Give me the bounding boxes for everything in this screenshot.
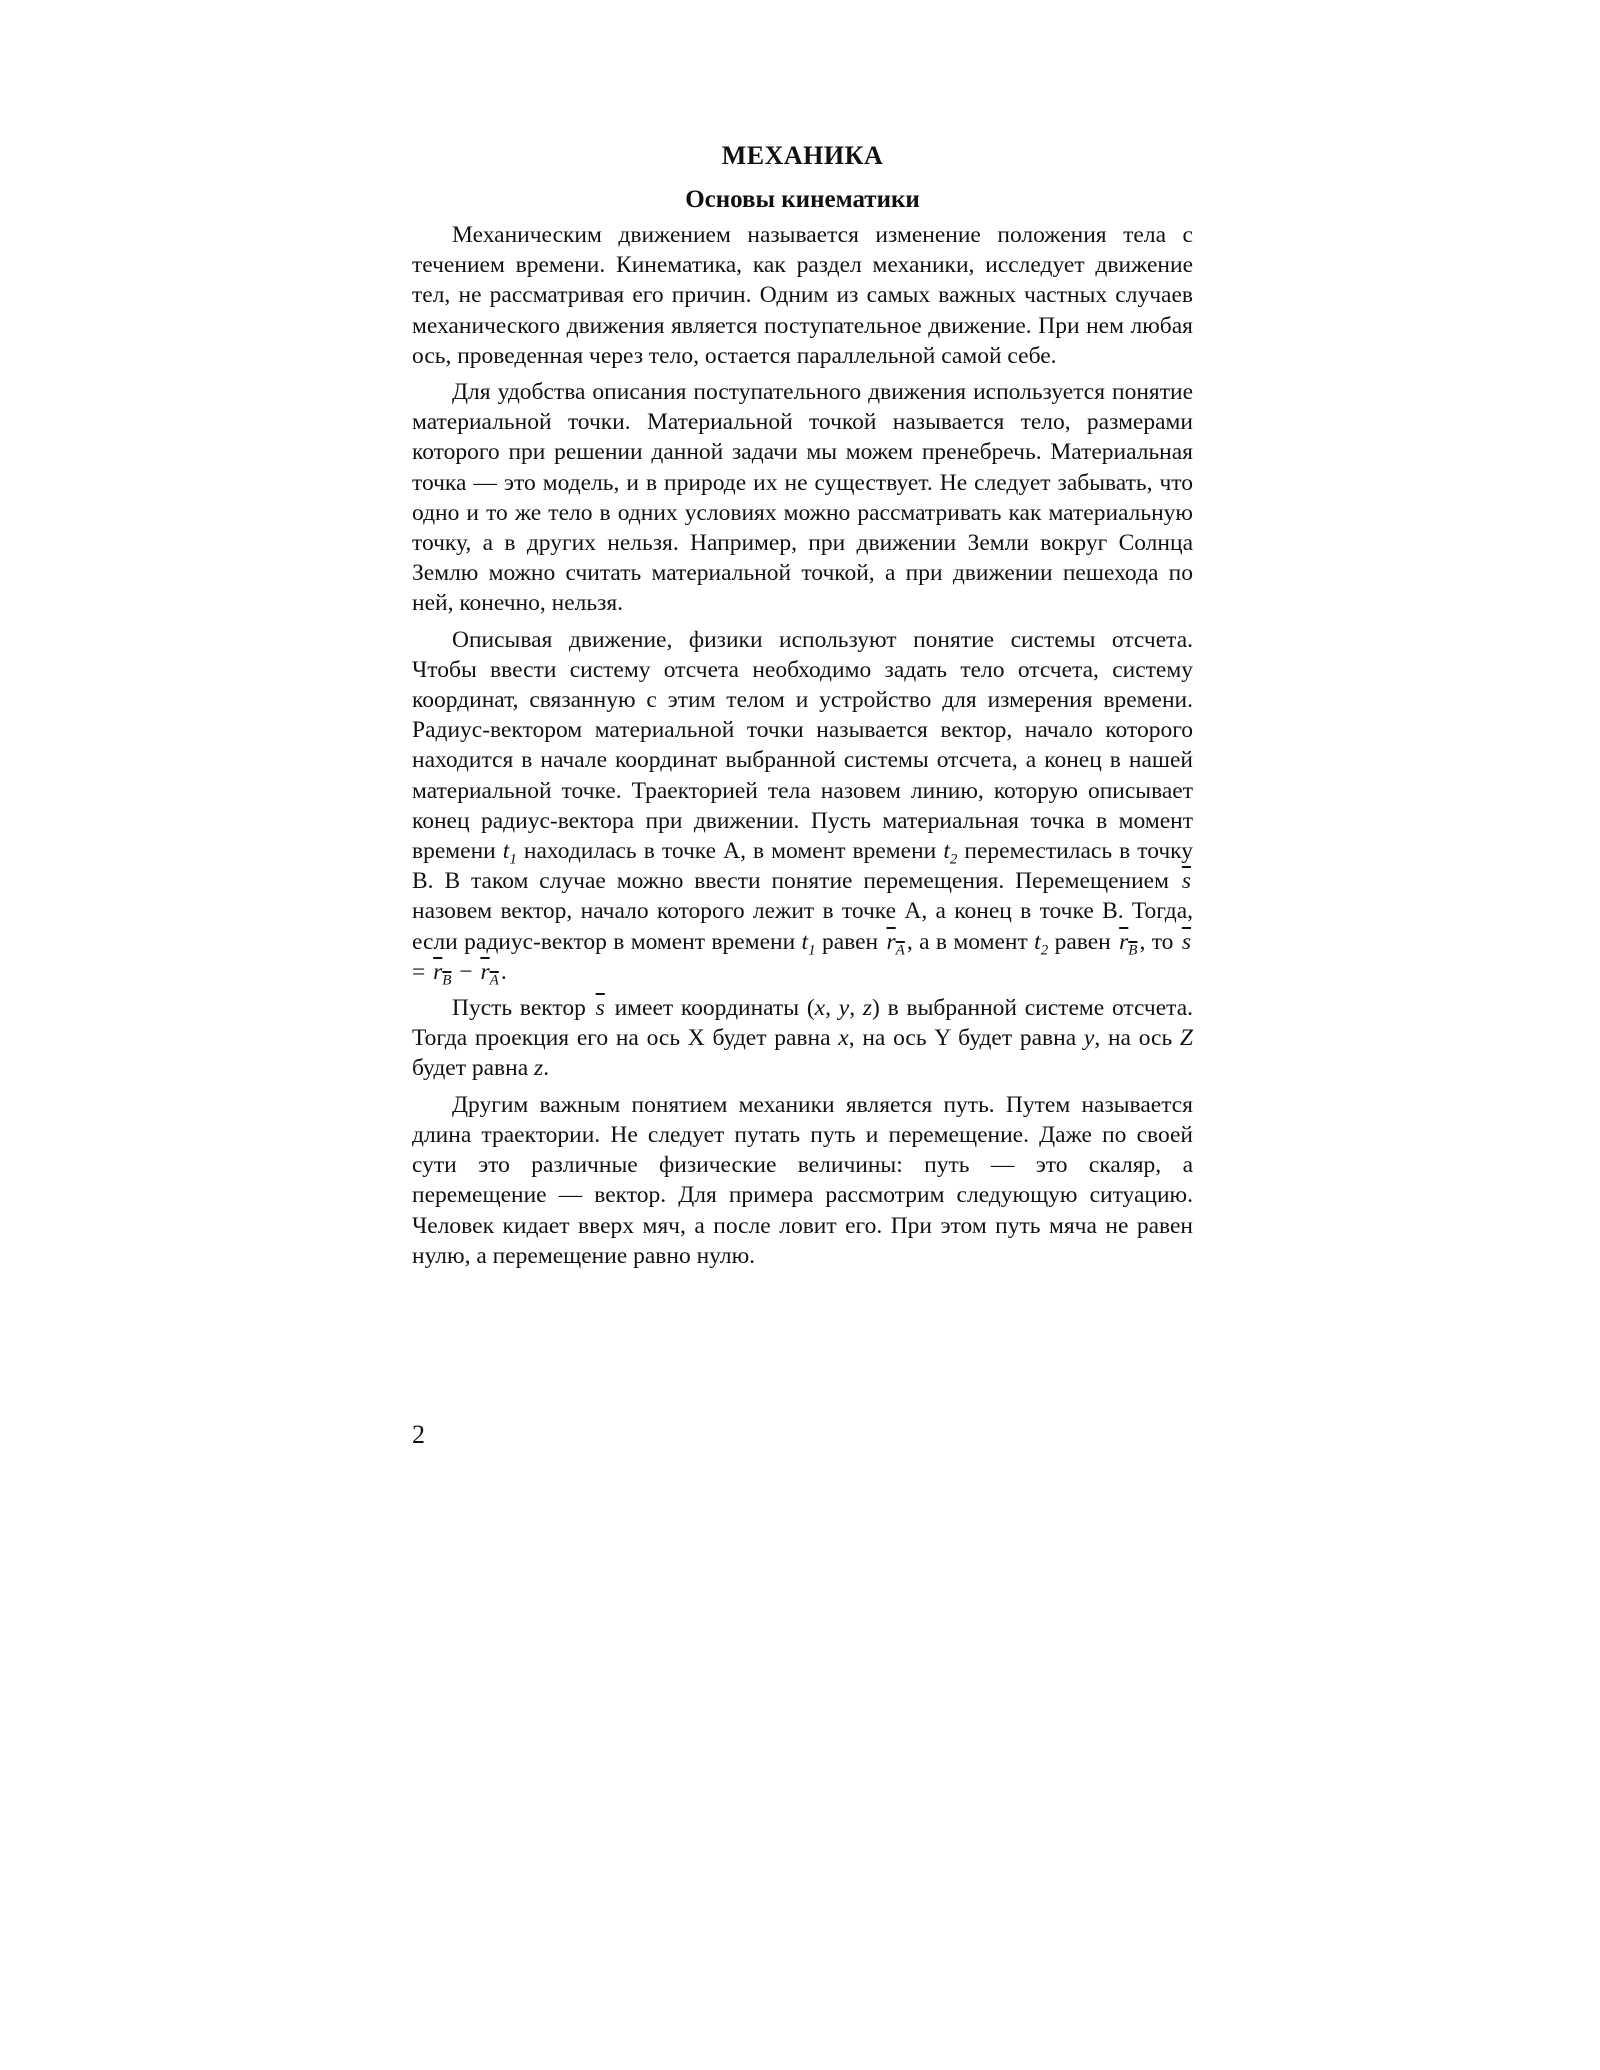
- vector-s: $\overline{s}$: [1181, 868, 1191, 895]
- vector-s: $\overline{s}$: [595, 995, 605, 1022]
- p3-text-d: назовем вектор, начало которого лежит в точке A, а конец в точке B. Тогда, если радиус-вектор в момент времени: [412, 898, 1193, 955]
- t2-symbol: $t_2$: [1034, 928, 1049, 959]
- vector-rB: $r_B$: [433, 958, 452, 989]
- page-content: [412, 140, 1193, 1277]
- p3-text-a: Описывая движение, физики используют понятие системы отсчета. Чтобы ввести систему отсчета необходимо задать тело отсчета, систему координат, связанную с этим телом и устройство для измерения времени. Радиус-вектором материальной точки называется вектор, начало которого находится в начале координат выбранной системы отсчета, а конец в нашей материальной точке. Траекторией тела назовем линию, которую описывает конец радиус-вектора при движении. Пусть материальная точка в момент времени: [412, 626, 1193, 865]
- comma: ,: [825, 995, 839, 1022]
- p4-text-c: ) в выбранной системе отсчета. Тогда проекция его на ось X будет равна: [412, 995, 1194, 1052]
- p4-text-a: Пусть вектор: [452, 995, 594, 1022]
- page-number: 2: [412, 1420, 425, 1449]
- subsection-title: Основы кинематики: [685, 186, 920, 213]
- vector-rA: $r_A$: [886, 928, 905, 959]
- p3-text-b: находилась в точке A, в момент времени: [516, 838, 944, 865]
- vector-s: $\overline{s}$: [1181, 928, 1191, 955]
- coord-z: z: [534, 1055, 544, 1082]
- paragraph-3: [412, 625, 1193, 987]
- paragraph-4: [412, 993, 1193, 1084]
- paragraph-5: Другим важным понятием механики является путь. Путем называется длина траектории. Не следует путать путь и перемещение. Даже по своей сути это различные физические величины: путь — это скаляр, а перемещение — вектор. Для примера рассмотрим следующую ситуацию. Человек кидает вверх мяч, а после ловит его. При этом путь мяча не равен нулю, а перемещение равно нулю.: [412, 1091, 1193, 1269]
- t1-symbol: $t_1$: [801, 928, 816, 959]
- p4-text-f: будет равна: [412, 1055, 535, 1082]
- paragraph-1: Механическим движением называется изменение положения тела с течением времени. Кинематика, как раздел механики, исследует движение тел, не рассматривая его причин. Одним из самых важных частных случаев механического движения является поступательное движение. При нем любая ось, проведенная через тело, остается параллельной самой себе.: [412, 222, 1193, 369]
- p3-text-h: , то: [1139, 928, 1180, 955]
- t2-symbol: $t_2$: [943, 838, 958, 868]
- t1-symbol: $t_1$: [502, 838, 517, 868]
- vector-rB: $r_B$: [1119, 928, 1138, 959]
- period: .: [500, 958, 507, 985]
- p3-text-g: равен: [1048, 928, 1118, 955]
- p3-text-e: равен: [815, 928, 885, 955]
- p4-text-b: имеет координаты (: [606, 995, 815, 1022]
- coord-y: y: [838, 995, 850, 1022]
- comma: ,: [849, 995, 863, 1022]
- p3-text-f: , а в момент: [906, 928, 1035, 955]
- section-title: МЕХАНИКА: [721, 141, 884, 170]
- axis-Z: Z: [1179, 1025, 1193, 1052]
- coord-z: z: [862, 995, 873, 1022]
- p3-text-c: переместилась в точку B. В таком случае можно ввести понятие перемещения. Перемещением: [412, 838, 1194, 895]
- coord-x: x: [814, 995, 826, 1022]
- coord-x: x: [838, 1025, 849, 1052]
- p4-text-d: , на ось Y будет равна: [848, 1025, 1084, 1052]
- vector-rA: $r_A$: [480, 958, 499, 989]
- equals-sign: =: [412, 958, 432, 985]
- paragraph-2: Для удобства описания поступательного движения используется понятие материальной точки. Материальной точкой называется тело, размерами которого при решении данной задачи мы можем пренебречь. Материальная точка — это модель, и в природе их не существует. Не следует забывать, что одно и то же тело в одних условиях можно рассматривать как материальную точку, а в других нельзя. Например, при движении Земли вокруг Солнца Землю можно считать материальной точкой, а при движении пешехода по ней, конечно, нельзя.: [412, 379, 1193, 617]
- p4-text-e: , на ось: [1094, 1025, 1180, 1052]
- period: .: [543, 1055, 550, 1082]
- coord-y: y: [1083, 1025, 1095, 1052]
- minus-sign: −: [453, 958, 479, 985]
